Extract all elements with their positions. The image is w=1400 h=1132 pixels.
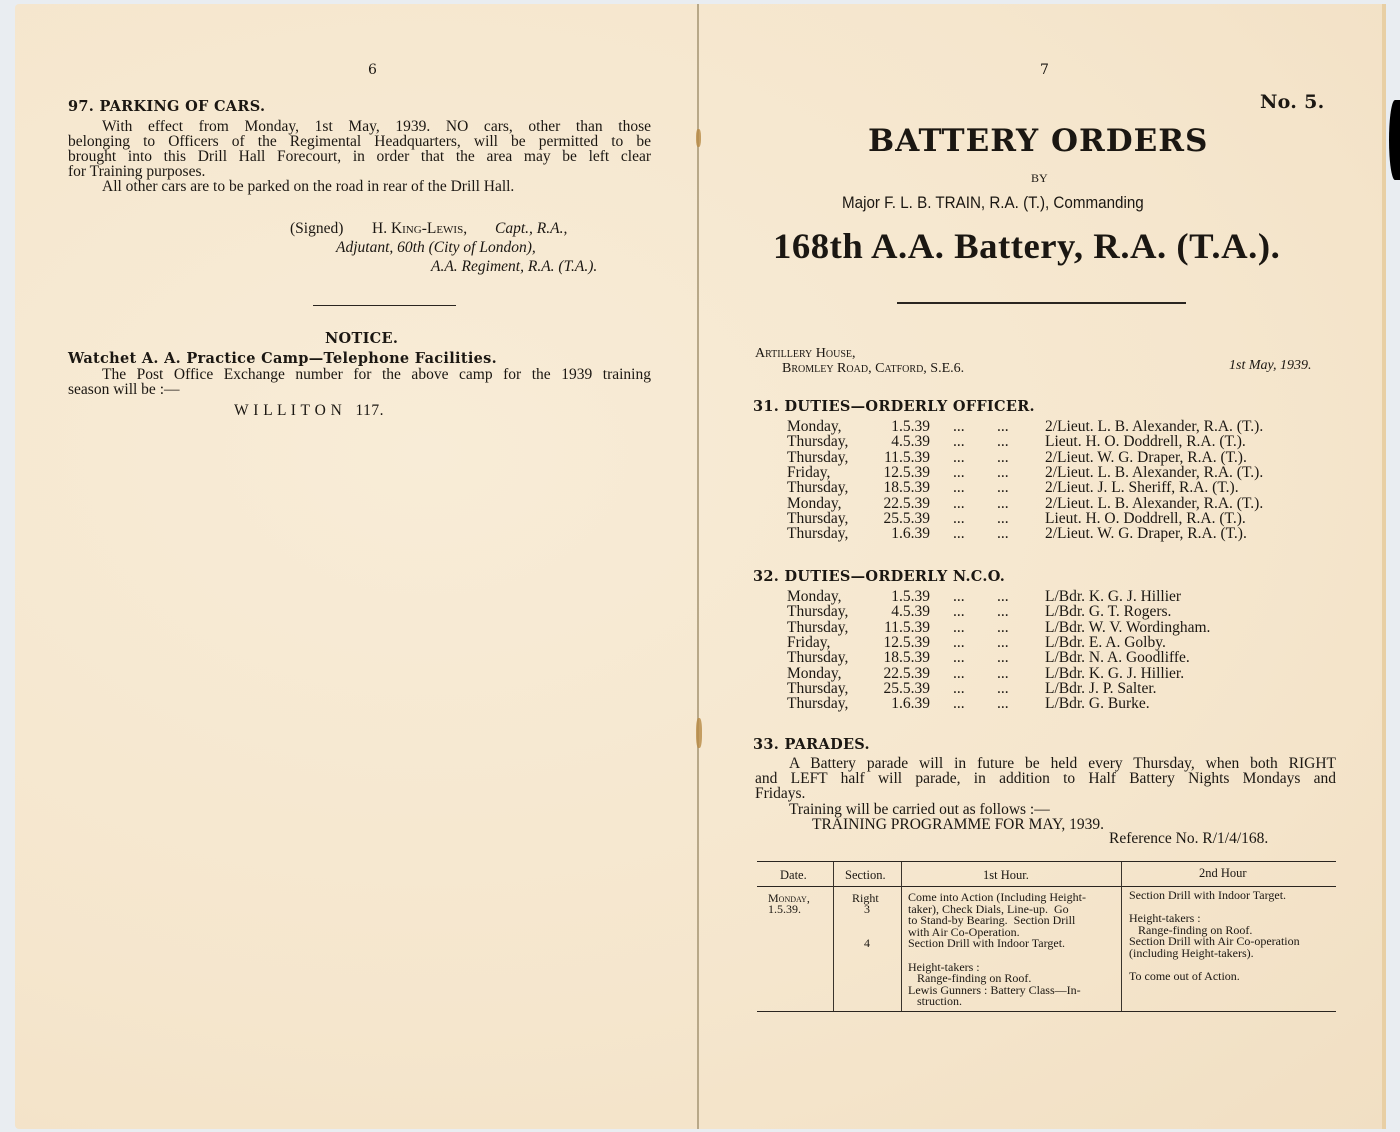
- section-97-heading: 97. PARKING OF CARS.: [68, 98, 266, 115]
- row-day: Monday,: [768, 891, 810, 905]
- cell-line: Section Drill with Indoor Target.: [1129, 888, 1287, 902]
- programme-title: TRAINING PROGRAMME FOR MAY, 1939.: [812, 816, 1104, 833]
- dots: ...: [997, 418, 1009, 435]
- notice-subheading: Watchet A. A. Practice Camp—Telephone Facilities.: [68, 350, 497, 367]
- duty-day: Thursday,: [787, 618, 849, 636]
- duty-officer-name: L/Bdr. E. A. Golby.: [1045, 633, 1166, 651]
- cell-line: To come out of Action.: [1129, 969, 1240, 984]
- notice-heading: NOTICE.: [325, 330, 399, 347]
- duty-officer-name: 2/Lieut. L. B. Alexander, R.A. (T.).: [1045, 494, 1264, 512]
- duty-officer-name: Lieut. H. O. Doddrell, R.A. (T.).: [1045, 433, 1246, 451]
- dots: ...: [953, 433, 965, 451]
- duty-officer-name: 2/Lieut. L. B. Alexander, R.A. (T.).: [1045, 463, 1264, 481]
- duty-date: 1.5.39: [891, 588, 930, 605]
- dots: ...: [997, 494, 1009, 512]
- by-label: BY: [1031, 171, 1048, 185]
- dots: ...: [997, 695, 1009, 713]
- header-second-hour: 2nd Hour: [1199, 866, 1247, 880]
- dots: ...: [953, 618, 965, 636]
- column-divider: [1121, 862, 1122, 1011]
- dots: ...: [953, 664, 965, 682]
- duty-day: Monday,: [787, 494, 842, 512]
- reference-number: Reference No. R/1/4/168.: [1109, 830, 1269, 847]
- cell-line: to Stand-by Bearing. Section Drill: [908, 913, 1076, 928]
- duty-day: Monday,: [787, 418, 842, 435]
- duty-date: 4.5.39: [891, 433, 930, 451]
- duty-date: 25.5.39: [883, 679, 930, 697]
- dots: ...: [953, 463, 965, 481]
- duty-date: 18.5.39: [883, 649, 930, 667]
- notice-body-line: season will be :—: [68, 381, 180, 398]
- duty-day: Thursday,: [787, 509, 849, 527]
- section-33-heading: 33. PARADES.: [753, 736, 870, 753]
- cell-line: Height-takers :: [1129, 911, 1201, 926]
- signatory-appointment: Adjutant, 60th (City of London),: [336, 239, 536, 256]
- dots: ...: [997, 588, 1009, 605]
- duty-date: 11.5.39: [884, 618, 930, 636]
- duty-date: 1.6.39: [891, 695, 930, 713]
- duty-day: Friday,: [787, 463, 831, 481]
- duty-day: Thursday,: [787, 525, 849, 543]
- booklet-spread: [15, 4, 1386, 1129]
- divider: [313, 305, 456, 306]
- notice-body-line: The Post Office Exchange number for the above camp for the 1939 training: [102, 366, 651, 383]
- dots: ...: [953, 418, 965, 435]
- duty-officer-name: L/Bdr. K. G. J. Hillier.: [1045, 664, 1185, 682]
- duty-date: 1.6.39: [891, 525, 930, 543]
- header-section: Section.: [845, 868, 886, 882]
- dots: ...: [997, 448, 1009, 466]
- cell-line: Section Drill with Indoor Target.: [908, 936, 1066, 951]
- dots: ...: [953, 633, 965, 651]
- dots: ...: [953, 494, 965, 512]
- duty-day: Monday,: [787, 664, 842, 682]
- duty-officer-name: Lieut. H. O. Doddrell, R.A. (T.).: [1045, 509, 1246, 527]
- page-edge: [1382, 4, 1386, 1129]
- signatory-rank: Capt., R.A.,: [495, 220, 568, 237]
- duty-day: Thursday,: [787, 433, 849, 451]
- table-header-rule: [757, 886, 1336, 887]
- staple-rust-bottom: [696, 718, 702, 748]
- duty-officer-name: 2/Lieut. W. G. Draper, R.A. (T.).: [1045, 525, 1247, 543]
- dots: ...: [997, 649, 1009, 667]
- duty-officer-name: L/Bdr. N. A. Goodliffe.: [1045, 649, 1190, 667]
- parades-line: A Battery parade will in future be held every Thursday, when both RIGHT: [789, 755, 1336, 772]
- duty-date: 22.5.39: [883, 494, 930, 512]
- header-first-hour: 1st Hour.: [983, 868, 1029, 882]
- duty-day: Thursday,: [787, 679, 849, 697]
- cell-line: taker), Check Dials, Line-up. Go: [908, 901, 1069, 916]
- unit-title: 168th A.A. Battery, R.A. (T.A.).: [773, 226, 1281, 266]
- title-divider: [897, 302, 1186, 304]
- duty-officer-name: 2/Lieut. J. L. Sheriff, R.A. (T.).: [1045, 479, 1239, 497]
- row-section-3: 3: [864, 902, 870, 916]
- order-date: 1st May, 1939.: [1229, 358, 1312, 373]
- address-line-2: Bromley Road, Catford, S.E.6.: [782, 361, 965, 376]
- cell-line: Height-takers :: [908, 959, 980, 974]
- duty-officer-name: L/Bdr. G. T. Rogers.: [1045, 603, 1172, 621]
- duty-day: Thursday,: [787, 448, 849, 466]
- order-number: No. 5.: [1260, 91, 1325, 113]
- scan-artifact: [1389, 100, 1400, 180]
- dots: ...: [953, 603, 965, 621]
- duty-officer-name: L/Bdr. G. Burke.: [1045, 695, 1150, 713]
- dots: ...: [997, 509, 1009, 527]
- page-number: 6: [368, 62, 377, 78]
- duty-day: Thursday,: [787, 695, 849, 713]
- duty-officer-name: L/Bdr. J. P. Salter.: [1045, 679, 1157, 697]
- booklet-spine: [697, 4, 699, 1129]
- section-97-line: With effect from Monday, 1st May, 1939. NO cars, other than those: [102, 118, 651, 135]
- dots: ...: [953, 509, 965, 527]
- duty-day: Thursday,: [787, 479, 849, 497]
- duty-date: 18.5.39: [883, 479, 930, 497]
- duty-officer-name: L/Bdr. W. V. Wordingham.: [1045, 618, 1211, 636]
- dots: ...: [953, 525, 965, 543]
- dots: ...: [997, 433, 1009, 451]
- dots: ...: [997, 679, 1009, 697]
- column-divider: [901, 862, 902, 1011]
- dots: ...: [997, 618, 1009, 636]
- duty-date: 1.5.39: [891, 418, 930, 435]
- cell-line: Lewis Gunners : Battery Class—In-: [908, 982, 1081, 997]
- header-date: Date.: [780, 868, 807, 882]
- dots: ...: [953, 695, 965, 713]
- training-intro: Training will be carried out as follows :—: [789, 801, 1050, 818]
- table-bottom-rule: [757, 1011, 1336, 1012]
- cell-line: (including Height-takers).: [1129, 946, 1254, 960]
- section-31-heading: 31. DUTIES—ORDERLY OFFICER.: [753, 398, 1035, 415]
- duty-date: 22.5.39: [883, 664, 930, 682]
- dots: ...: [997, 633, 1009, 651]
- dots: ...: [997, 664, 1009, 682]
- section-32-heading: 32. DUTIES—ORDERLY N.C.O.: [753, 568, 1006, 585]
- cell-line: Come into Action (Including Height-: [908, 890, 1086, 904]
- document-title: BATTERY ORDERS: [868, 123, 1209, 159]
- dots: ...: [953, 479, 965, 497]
- dots: ...: [953, 649, 965, 667]
- duty-date: 11.5.39: [884, 448, 930, 466]
- duty-officer-name: L/Bdr. K. G. J. Hillier: [1045, 588, 1182, 605]
- parades-line: Fridays.: [755, 785, 806, 802]
- duty-date: 12.5.39: [883, 463, 930, 481]
- staple-rust-top: [696, 129, 701, 147]
- cell-line: with Air Co-Operation.: [908, 924, 1020, 939]
- signatory-regiment: A.A. Regiment, R.A. (T.A.).: [431, 258, 598, 275]
- cell-line: Range-finding on Roof.: [908, 971, 1032, 986]
- column-divider: [833, 862, 834, 1011]
- dots: ...: [997, 525, 1009, 543]
- duty-day: Thursday,: [787, 603, 849, 621]
- page-number: 7: [1040, 62, 1049, 78]
- parades-line: and LEFT half will parade, in addition to Half Battery Nights Mondays and: [755, 770, 1336, 787]
- row-section-right: Right: [852, 891, 879, 905]
- dots: ...: [953, 588, 965, 605]
- duty-date: 4.5.39: [891, 603, 930, 621]
- duty-officer-name: 2/Lieut. L. B. Alexander, R.A. (T.).: [1045, 418, 1264, 435]
- signatory-name: H. King-Lewis,: [372, 220, 468, 237]
- cell-line: Section Drill with Air Co-operation: [1129, 934, 1300, 949]
- commander-line: Major F. L. B. TRAIN, R.A. (T.), Commanding: [842, 194, 1144, 212]
- address-line-1: Artillery House,: [755, 346, 856, 361]
- dots: ...: [953, 679, 965, 697]
- section-97-line: belonging to Officers of the Regimental Headquarters, will be permitted to be: [68, 133, 651, 150]
- section-97-line: for Training purposes.: [68, 163, 206, 180]
- dots: ...: [997, 479, 1009, 497]
- section-97-para2: All other cars are to be parked on the road in rear of the Drill Hall.: [102, 178, 515, 195]
- cell-line: Range-finding on Roof.: [1129, 922, 1253, 937]
- dots: ...: [997, 603, 1009, 621]
- table-top-rule: [757, 861, 1336, 862]
- duty-date: 25.5.39: [883, 509, 930, 527]
- duty-day: Monday,: [787, 588, 842, 605]
- dots: ...: [953, 448, 965, 466]
- duty-day: Friday,: [787, 633, 831, 651]
- exchange-number: W I L L I T O N 117.: [234, 402, 385, 419]
- signed-label: (Signed): [290, 220, 344, 237]
- duty-officer-name: 2/Lieut. W. G. Draper, R.A. (T.).: [1045, 448, 1247, 466]
- section-97-line: brought into this Drill Hall Forecourt, in order that the area may be left clear: [68, 148, 651, 165]
- duty-date: 12.5.39: [883, 633, 930, 651]
- row-date: 1.5.39.: [768, 902, 801, 916]
- cell-line: struction.: [908, 994, 962, 1009]
- dots: ...: [997, 463, 1009, 481]
- duty-day: Thursday,: [787, 649, 849, 667]
- row-section-4: 4: [864, 936, 870, 950]
